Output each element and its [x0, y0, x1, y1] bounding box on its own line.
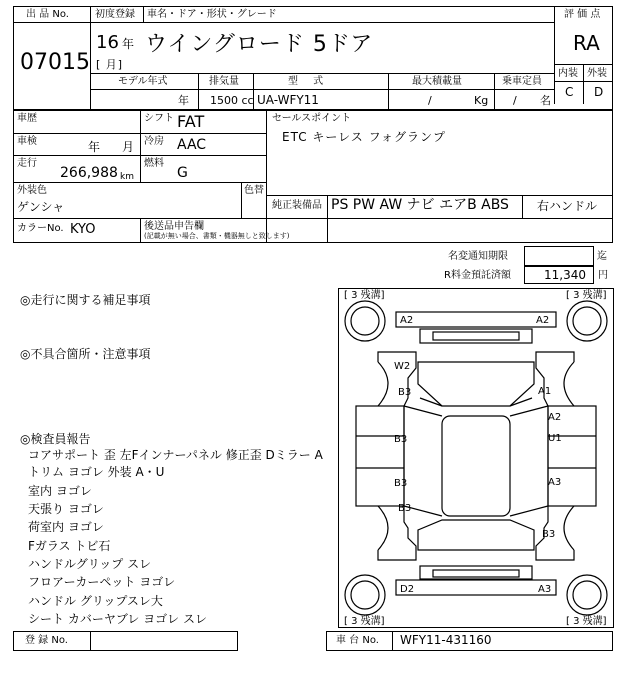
car-name: ウイングロード 5ドア	[145, 32, 374, 57]
svg-text:A1: A1	[538, 386, 552, 397]
displacement: 1500 cc	[210, 94, 254, 107]
mileage-label: 走行	[17, 158, 37, 169]
svg-text:A2: A2	[548, 412, 562, 423]
inspector-line: フロアーカーペット ヨゴレ	[28, 575, 176, 589]
handle: 右ハンドル	[537, 199, 598, 213]
svg-text:[ 3 残溝]: [ 3 残溝]	[566, 290, 607, 301]
color-no: KYO	[70, 222, 96, 237]
ac: AAC	[177, 137, 207, 153]
interior-label: 内装	[558, 68, 578, 79]
shift-label: シフト	[144, 113, 174, 124]
svg-text:B3: B3	[398, 387, 412, 398]
mileage: 266,988	[60, 165, 118, 181]
model-type: UA-WFY11	[257, 93, 319, 107]
inspector-line: トリム ヨゴレ 外装 A・U	[28, 465, 165, 479]
exterior-label: 外装	[587, 68, 607, 79]
max-load: /	[428, 94, 432, 107]
color-no-label: カラーNo.	[17, 223, 64, 234]
inspector-line: シート カバーヤブレ ヨゴレ スレ	[28, 612, 207, 626]
lot-number: 07015	[20, 50, 90, 75]
type-label: 型 式	[288, 76, 330, 87]
recycle-unit: 円	[598, 270, 608, 281]
ac-label: 冷房	[144, 136, 164, 147]
driving-notes-label: ◎走行に関する補足事項	[20, 293, 151, 307]
color: ゲンシャ	[17, 200, 65, 214]
svg-text:A3: A3	[548, 477, 562, 488]
sales-point-label: セールスポイント	[272, 113, 352, 124]
svg-text:A3: A3	[538, 584, 552, 595]
shift: FAT	[177, 112, 205, 131]
reg-month: [ 月]	[96, 58, 124, 71]
reg-no-label: 登 録 No.	[25, 635, 68, 646]
inspector-line: 荷室内 ヨゴレ	[28, 520, 104, 534]
fuel: G	[177, 165, 188, 181]
model-year-unit: 年	[178, 94, 189, 107]
svg-text:W2: W2	[394, 361, 411, 372]
history-label: 車歴	[17, 113, 37, 124]
inspector-line: 天張り ヨゴレ	[28, 502, 104, 516]
svg-text:[ 3 残溝]: [ 3 残溝]	[566, 616, 607, 627]
svg-text:B3: B3	[542, 529, 556, 540]
svg-text:[ 3 残溝]: [ 3 残溝]	[344, 290, 385, 301]
svg-text:U1: U1	[548, 433, 562, 444]
chassis-no: WFY11-431160	[400, 633, 492, 647]
exterior-grade: D	[594, 85, 604, 99]
eval-score: RA	[573, 31, 600, 55]
lot-label: 出 品 No.	[26, 9, 69, 20]
interior-grade: C	[565, 85, 574, 99]
color-label: 外装色	[17, 185, 47, 196]
name-change-unit: 迄	[597, 251, 607, 262]
fuel-label: 燃料	[144, 158, 164, 169]
color-change-label: 色替	[244, 185, 264, 196]
eval-label: 評 価 点	[564, 9, 601, 20]
inspector-line: ハンドル グリップスレ大	[28, 594, 163, 608]
reg-year-unit: 年	[122, 37, 135, 51]
sales-point: ETC キーレス フォグランプ	[282, 130, 447, 144]
capacity-label: 乗車定員	[502, 76, 542, 87]
docs-note: (記載が無い場合、書類・機器無しと致します)	[144, 232, 290, 240]
model-year-label: モデル年式	[118, 76, 168, 87]
inspector-line: Fガラス トビ石	[28, 539, 111, 553]
inspector-line: コアサポート 歪 左Fインナーパネル 修正歪 Dミラー A	[28, 448, 323, 462]
docs-label: 後送品申告欄	[144, 221, 204, 232]
equip-label: 純正装備品	[272, 200, 322, 211]
inspector-label: ◎検査員報告	[20, 432, 91, 446]
equipment: PS PW AW ナビ エアB ABS	[331, 197, 509, 213]
svg-text:B3: B3	[398, 503, 412, 514]
displacement-label: 排気量	[209, 76, 239, 87]
chassis-no-label: 車 台 No.	[336, 635, 379, 646]
recycle-label: R料金預託済額	[444, 270, 511, 281]
reg-year: 16	[96, 32, 119, 53]
inspector-line: ハンドルグリップ スレ	[28, 557, 152, 571]
svg-text:[ 3 残溝]: [ 3 残溝]	[344, 616, 385, 627]
capacity: /	[513, 94, 517, 107]
defects-label: ◎不具合箇所・注意事項	[20, 347, 151, 361]
inspection-label: 車検	[17, 136, 37, 147]
car-name-label: 車名・ドア・形状・グレード	[147, 9, 277, 20]
recycle-amount: 11,340	[544, 268, 586, 282]
svg-text:B3: B3	[394, 478, 408, 489]
svg-text:A2: A2	[400, 315, 414, 326]
car-damage-diagram	[338, 288, 614, 628]
name-change-label: 名変通知期限	[448, 251, 508, 262]
svg-text:B3: B3	[394, 434, 408, 445]
svg-text:D2: D2	[400, 584, 415, 595]
mileage-unit: km	[120, 172, 134, 182]
max-load-label: 最大積載量	[412, 76, 462, 87]
inspection-year: 年	[88, 140, 101, 154]
svg-text:A2: A2	[536, 315, 550, 326]
name-change-box	[524, 246, 594, 266]
max-load-unit: Kg	[474, 94, 489, 107]
inspection-month: 月	[122, 140, 135, 154]
first-reg-label: 初度登録	[95, 9, 135, 20]
inspector-line: 室内 ヨゴレ	[28, 484, 92, 498]
capacity-unit: 名	[540, 94, 551, 107]
